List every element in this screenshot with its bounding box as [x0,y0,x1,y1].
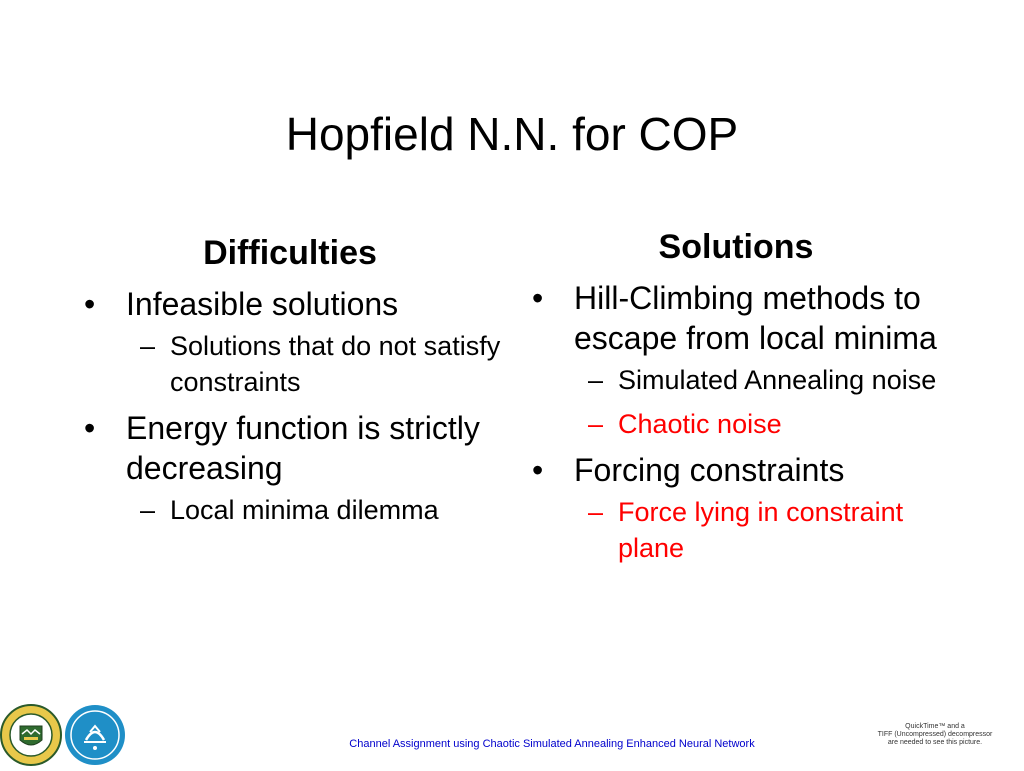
sub-list-item-text: Solutions that do not satisfy constraints [170,331,501,397]
bullet-icon: • [532,280,544,316]
list-item [78,408,508,488]
difficulties-column [78,232,508,536]
quicktime-line: QuickTime™ and a [905,723,965,730]
university-of-tehran-logo-icon [64,704,126,766]
bullet-icon: • [532,452,544,488]
list-item-text: Forcing constraints [574,452,845,488]
university-of-alberta-crest-icon [0,704,62,766]
sub-list-item-highlighted [526,494,946,566]
solutions-list [526,278,946,566]
dash-icon: – [588,497,604,527]
difficulties-list [78,284,508,528]
list-item-text: Energy function is strictly decreasing [126,410,480,486]
bullet-icon: • [84,286,96,322]
dash-icon: – [140,331,156,361]
list-item [526,450,946,490]
list-item [526,278,946,358]
quicktime-line: TIFF (Uncompressed) decompressor [877,731,993,738]
difficulties-heading: Difficulties [203,234,377,272]
slide-title: Hopfield N.N. for COP [285,108,739,160]
dash-icon: – [140,495,156,525]
quicktime-placeholder-notice [860,723,1010,747]
list-item-text: Infeasible solutions [126,286,399,322]
sub-list-item-text: Chaotic noise [618,409,782,439]
solutions-column [526,226,946,574]
sub-list-item-text: Simulated Annealing noise [618,365,937,395]
solutions-heading: Solutions [658,228,814,266]
quicktime-line: are needed to see this picture. [887,739,983,746]
sub-list-item-text: Local minima dilemma [170,495,439,525]
sub-list-item [78,328,508,400]
bullet-icon: • [84,410,96,446]
sub-list-item [526,362,946,398]
sub-list-item-highlighted [526,406,946,442]
dash-icon: – [588,409,604,439]
list-item [78,284,508,324]
sub-list-item-text: Force lying in constraint plane [618,497,904,563]
list-item-text: Hill-Climbing methods to escape from local minima [574,280,937,356]
dash-icon: – [588,365,604,395]
footer-text: Channel Assignment using Chaotic Simulated Annealing Enhanced Neural Network [349,738,755,750]
sub-list-item [78,492,508,528]
